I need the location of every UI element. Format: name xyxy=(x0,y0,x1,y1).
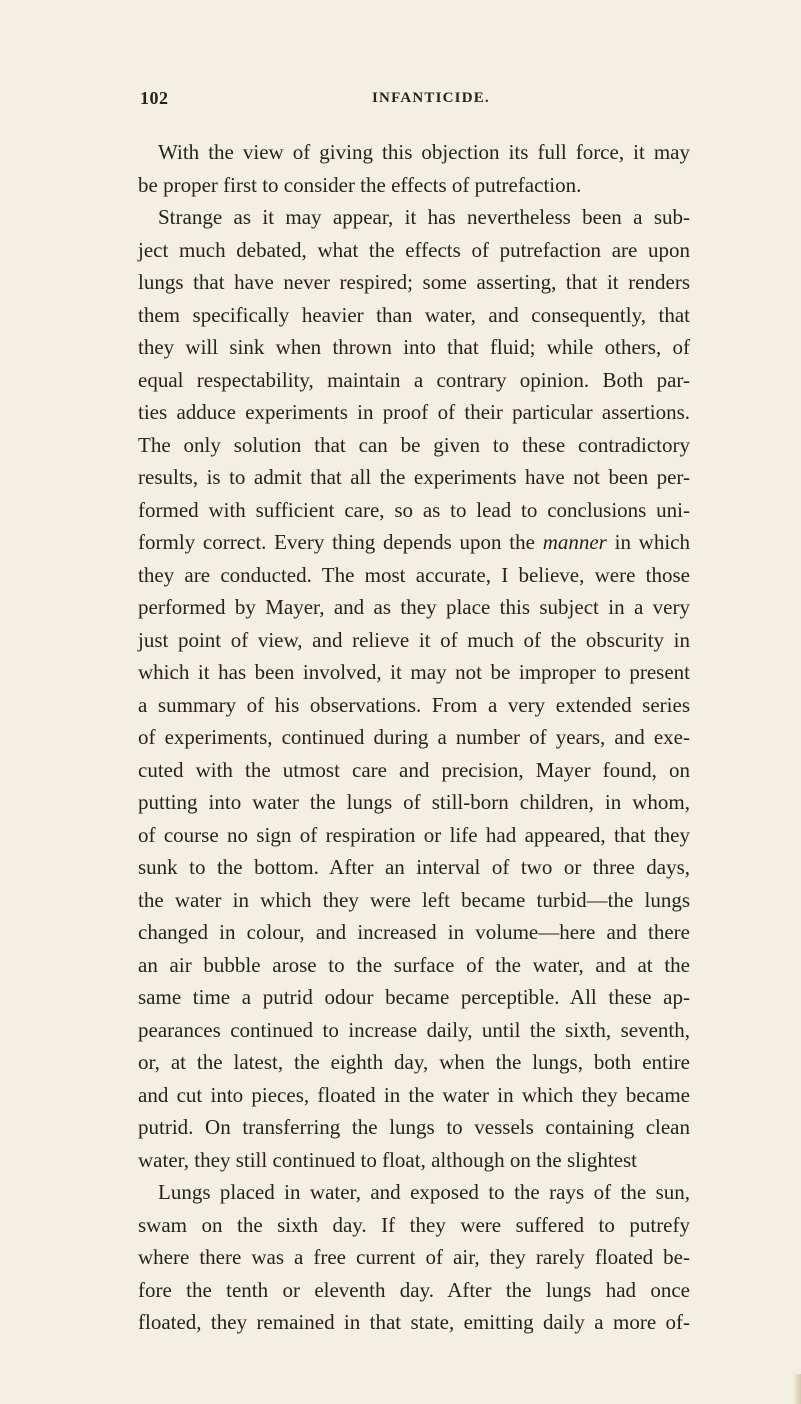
page-number: 102 xyxy=(140,88,169,108)
text-line: an air bubble arose to the surface of the water, and at the xyxy=(138,952,690,977)
text-line: sunk to the bottom. After an interval of two or three days, xyxy=(138,855,690,879)
text-line: putrid. On transferring the lungs to vessels containing clean xyxy=(138,1115,690,1139)
body-text xyxy=(138,136,690,1339)
text-line: swam on the sixth day. If they were suffered to putrefy xyxy=(138,1212,690,1237)
page-edge-shadow xyxy=(793,1374,801,1404)
text-line: and cut into pieces, floated in the water in which they became xyxy=(138,1082,690,1107)
text-line: formed with sufficient care, so as to lead to conclusions uni- xyxy=(138,497,690,522)
text-line: changed in colour, and increased in volume—here and there xyxy=(138,920,690,944)
text-line: equal respectability, maintain a contrary opinion. Both par- xyxy=(138,367,690,392)
text-line: cuted with the utmost care and precision, Mayer found, on xyxy=(138,757,690,782)
text-line: the water in which they were left became turbid—the lungs xyxy=(138,887,690,912)
text-line: Strange as it may appear, it has nevertheless been a sub- xyxy=(158,205,690,229)
page-header xyxy=(140,88,680,118)
text-segment: formly correct. Every thing depends upon the xyxy=(138,530,543,554)
text-line: just point of view, and relieve it of much of the obscurity in xyxy=(138,627,690,652)
text-line: them specifically heavier than water, and consequently, that xyxy=(138,302,690,327)
text-line: The only solution that can be given to these contradictory xyxy=(138,432,690,457)
text-line: a summary of his observations. From a very extended series xyxy=(138,692,690,717)
text-line-with-emphasis xyxy=(138,526,690,559)
text-line: they will sink when thrown into that fluid; while others, of xyxy=(138,335,690,359)
text-line: ject much debated, what the effects of putrefaction are upon xyxy=(138,237,690,262)
text-line: be proper first to consider the effects of putrefaction. xyxy=(138,172,582,197)
text-line: With the view of giving this objection its full force, it may xyxy=(158,140,690,164)
text-line: of course no sign of respiration or life had appeared, that they xyxy=(138,822,690,847)
text-line: same time a putrid odour became perceptible. All these ap- xyxy=(138,985,690,1009)
text-line: or, at the latest, the eighth day, when the lungs, both entire xyxy=(138,1050,690,1074)
text-line: putting into water the lungs of still-born children, in whom, xyxy=(138,790,690,814)
text-line: where there was a free current of air, they rarely floated be- xyxy=(138,1245,690,1269)
text-line: fore the tenth or eleventh day. After the lungs had once xyxy=(138,1277,690,1302)
text-line: which it has been involved, it may not be improper to present xyxy=(138,660,690,684)
text-line: pearances continued to increase daily, until the sixth, seventh, xyxy=(138,1017,690,1042)
text-line: performed by Mayer, and as they place this subject in a very xyxy=(138,595,690,619)
text-line: Lungs placed in water, and exposed to the rays of the sun, xyxy=(158,1180,690,1204)
text-line: of experiments, continued during a number of years, and exe- xyxy=(138,725,690,749)
text-segment: in which xyxy=(606,530,691,554)
text-line: water, they still continued to float, although on the slightest xyxy=(138,1147,637,1172)
text-line: floated, they remained in that state, emitting daily a more of- xyxy=(138,1310,690,1334)
emphasized-word: manner xyxy=(542,530,607,554)
text-line: results, is to admit that all the experiments have not been per- xyxy=(138,465,690,489)
text-line: they are conducted. The most accurate, I believe, were those xyxy=(138,562,690,587)
running-head: INFANTICIDE. xyxy=(372,90,490,106)
text-line: ties adduce experiments in proof of their particular assertions. xyxy=(138,400,690,424)
text-line: lungs that have never respired; some asserting, that it renders xyxy=(138,270,690,294)
